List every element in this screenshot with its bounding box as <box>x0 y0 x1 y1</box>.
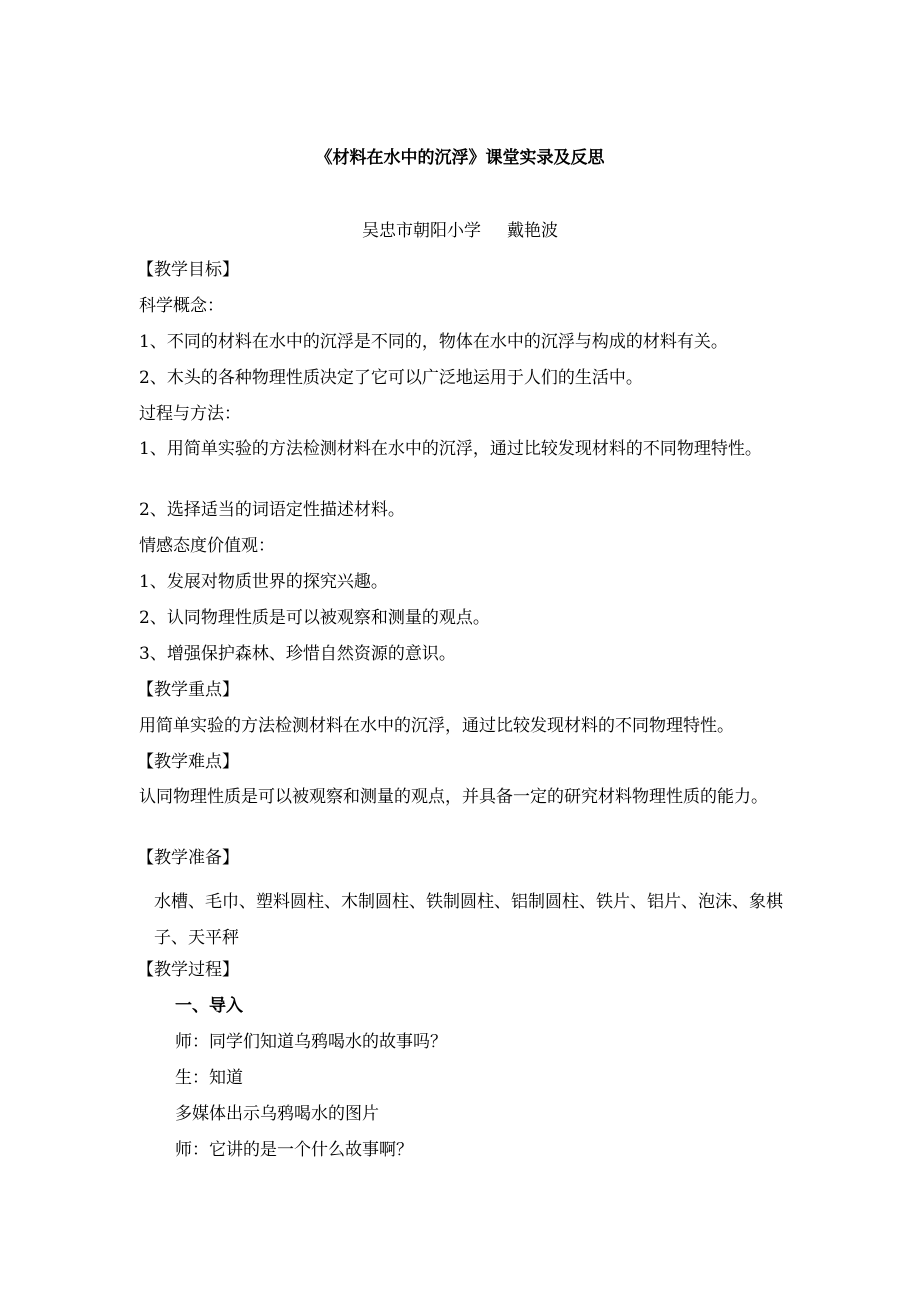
key-text: 用简单实验的方法检测材料在水中的沉浮，通过比较发现材料的不同物理特性。 <box>139 716 734 736</box>
section-intro-heading: 一、导入 <box>175 996 243 1016</box>
concept-item-2: 2、木头的各种物理性质决定了它可以广泛地运用于人们的生活中。 <box>139 368 643 388</box>
prep-text: 水槽、毛巾、塑料圆柱、木制圆柱、铁制圆柱、铝制圆柱、铁片、铝片、泡沫、象棋子、天平秤 <box>154 892 783 948</box>
attitude-item-1: 1、发展对物质世界的探究兴趣。 <box>139 572 388 592</box>
concept-heading: 科学概念： <box>139 296 224 316</box>
procedure-heading: 【教学过程】 <box>137 960 239 980</box>
process-heading: 过程与方法： <box>139 404 241 424</box>
author-line <box>0 219 920 243</box>
school-name: 吴忠市朝阳小学 <box>362 221 481 241</box>
concept-item-1: 1、不同的材料在水中的沉浮是不同的，物体在水中的沉浮与构成的材料有关。 <box>139 332 728 352</box>
goals-heading: 【教学目标】 <box>137 260 239 280</box>
key-heading: 【教学重点】 <box>137 680 239 700</box>
dialog-line-2: 生：知道 <box>175 1068 243 1088</box>
prep-heading: 【教学准备】 <box>137 848 239 868</box>
difficulty-text: 认同物理性质是可以被观察和测量的观点，并具备一定的研究材料物理性质的能力。 <box>139 787 768 807</box>
dialog-line-4: 师：它讲的是一个什么故事啊？ <box>175 1140 413 1160</box>
dialog-line-3: 多媒体出示乌鸦喝水的图片 <box>175 1104 379 1124</box>
dialog-line-1: 师：同学们知道乌鸦喝水的故事吗？ <box>175 1032 447 1052</box>
process-item-2: 2、选择适当的词语定性描述材料。 <box>139 500 405 520</box>
document-title: 《材料在水中的沉浮》课堂实录及反思 <box>315 148 605 168</box>
attitude-item-2: 2、认同物理性质是可以被观察和测量的观点。 <box>139 608 490 628</box>
process-item-1: 1、用简单实验的方法检测材料在水中的沉浮，通过比较发现材料的不同物理特性。 <box>139 439 762 459</box>
attitude-heading: 情感态度价值观： <box>139 536 275 556</box>
difficulty-heading: 【教学难点】 <box>137 752 239 772</box>
author-name: 戴艳波 <box>507 221 558 241</box>
attitude-item-3: 3、增强保护森林、珍惜自然资源的意识。 <box>139 644 456 664</box>
